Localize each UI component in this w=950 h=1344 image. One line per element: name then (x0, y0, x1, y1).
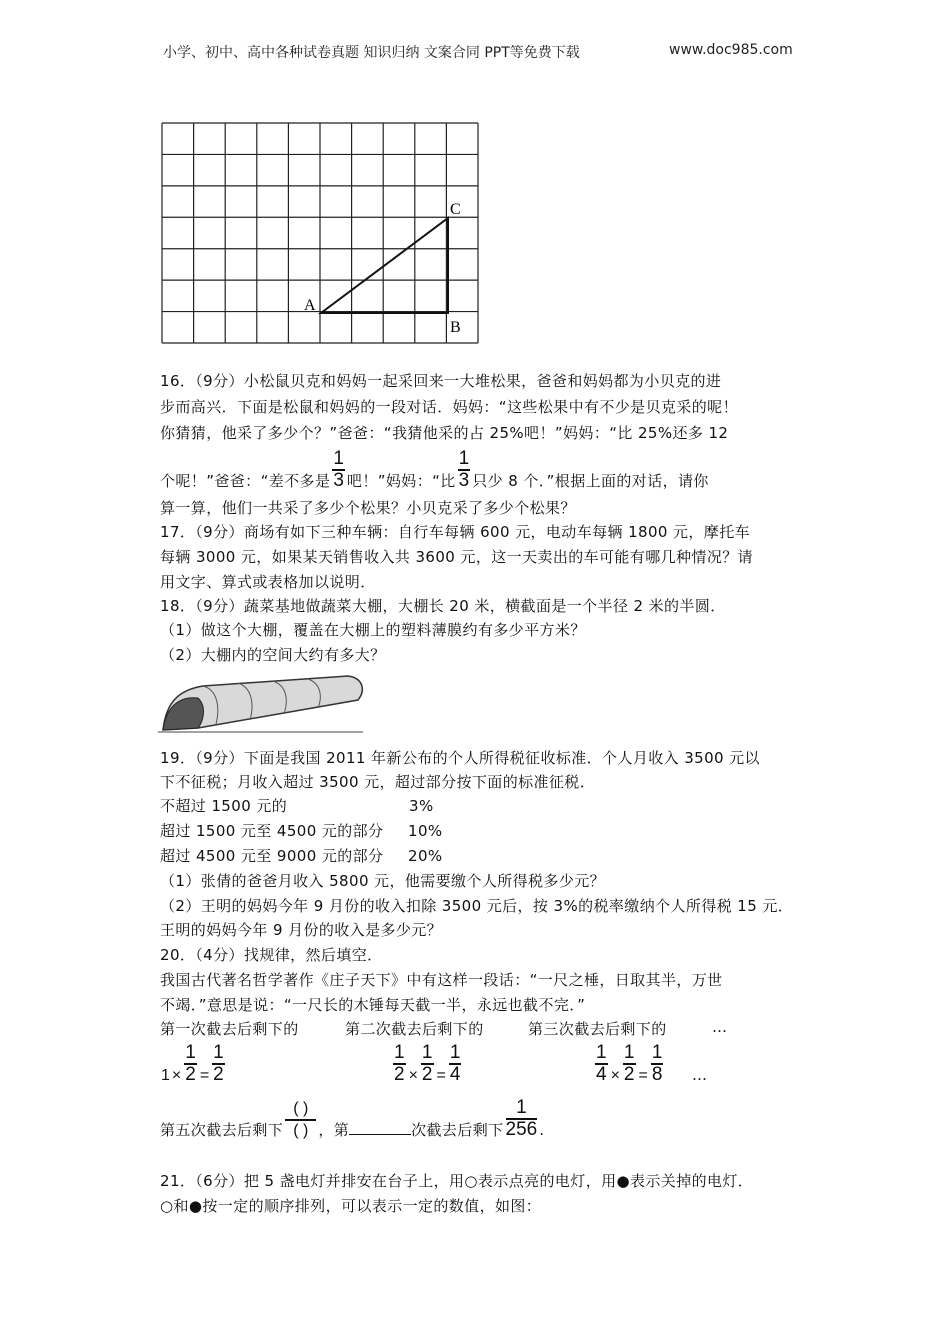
q16-text-b: 吧！”妈妈：“比 (346, 472, 456, 490)
times-sign: × (171, 1067, 182, 1084)
q20-fifth-line: 第五次截去后剩下 $\frac{( )}{( )}$ ，第 次截去后剩下 $\frac{1}{256}$ . (160, 1097, 545, 1140)
q20-line-2: 我国古代著名哲学著作《庄子天下》中有这样一段话：“一尺之棰，日取其半，万世 (160, 971, 723, 989)
header-url[interactable]: www.doc985.com (669, 42, 793, 58)
q16-line-3: 你猜猜，他采了多少个？”爸爸：“我猜他采的占 25%吧！”妈妈：“比 25%还多 12 (160, 424, 729, 442)
q20-line-3: 不竭．”意思是说：“一尺长的木锤每天截一半，永远也截不完．” (160, 996, 586, 1014)
fraction-half: $\frac{1}{2}$ (185, 1042, 196, 1085)
answer-blank[interactable] (349, 1120, 411, 1135)
equals-sign: = (638, 1067, 648, 1084)
label-c: C (450, 201, 461, 218)
triangle-abc (321, 218, 448, 313)
step-2-equation (391, 1043, 463, 1085)
step-3-equation (593, 1043, 665, 1085)
ellipsis: … (712, 1018, 728, 1036)
tax-row-1: 不超过 1500 元的 (160, 797, 288, 815)
fraction-half: $\frac{1}{2}$ (394, 1042, 405, 1085)
equals-sign: = (436, 1067, 446, 1084)
times-sign: × (408, 1067, 418, 1084)
q20-line-1: 20．（4分）找规律，然后填空． (160, 946, 383, 964)
q17-line-2: 每辆 3000 元，如果某天销售收入共 3600 元，这一天卖出的车可能有哪几种情况？请 (160, 548, 754, 566)
step-3-label: 第三次截去后剩下的 (528, 1020, 667, 1038)
q16-line-4 (160, 449, 709, 491)
q17-line-1: 17．（9分）商场有如下三种车辆：自行车每辆 600 元，电动车每辆 1800 元，摩托车 (160, 523, 751, 541)
fraction-one-third: $\frac{1}{3}$ (333, 448, 344, 491)
greenhouse-image (158, 668, 368, 736)
tax-row-2: 超过 1500 元至 4500 元的部分 (160, 822, 384, 840)
q19-line-2: 下不征税；月收入超过 3500 元，超过部分按下面的标准征税． (160, 773, 596, 791)
q21-line-2: ○和●按一定的顺序排列，可以表示一定的数值，如图： (160, 1197, 542, 1215)
q18-line-2: （1）做这个大棚，覆盖在大棚上的塑料薄膜约有多少平方米？ (160, 621, 586, 639)
q19-line-1: 19．（9分）下面是我国 2011 年新公布的个人所得税征收标准．个人月收入 3500 元以 (160, 749, 760, 767)
q18-line-1: 18．（9分）蔬菜基地做蔬菜大棚，大棚长 20 米，横截面是一个半径 2 米的半圆． (160, 597, 726, 615)
fraction-1-256: $\frac{1}{256}$ (505, 1097, 538, 1140)
fraction-quarter: $\frac{1}{4}$ (596, 1042, 607, 1085)
tax-rate-2: 10% (408, 822, 443, 840)
q21-line-1: 21．（6分）把 5 盏电灯并排安在台子上，用○表示点亮的电灯，用●表示关掉的电灯． (160, 1172, 754, 1190)
tax-rate-3: 20% (408, 847, 443, 865)
q16-text-a: 个呢！”爸爸：“差不多是 (160, 472, 331, 490)
header-text: 小学、初中、高中各种试卷真题 知识归纳 文案合同 PPT等免费下载 (163, 45, 580, 61)
q18-line-3: （2）大棚内的空间大约有多大？ (160, 646, 386, 664)
q17-line-3: 用文字、算式或表格加以说明． (160, 573, 376, 591)
label-a: A (304, 297, 316, 314)
tax-rate-1: 3% (409, 797, 434, 815)
fraction-half: $\frac{1}{2}$ (623, 1042, 635, 1085)
label-b: B (450, 319, 461, 336)
fraction-half: $\frac{1}{2}$ (213, 1042, 224, 1085)
tax-row-3: 超过 4500 元至 9000 元的部分 (160, 847, 384, 865)
equals-sign: = (199, 1067, 210, 1084)
fraction-half: $\frac{1}{2}$ (421, 1042, 433, 1085)
q16-line-1: 16．（9分）小松鼠贝克和妈妈一起采回来一大堆松果，爸爸和妈妈都为小贝克的进 (160, 372, 722, 390)
grid-triangle-figure (0, 0, 950, 360)
q16-line-5: 算一算，他们一共采了多少个松果？小贝克采了多少个松果？ (160, 499, 576, 517)
step-1-equation (160, 1043, 227, 1085)
ellipsis: … (692, 1066, 708, 1084)
q19-sub-2: （2）王明的妈妈今年 9 月份的收入扣除 3500 元后，按 3%的税率缴纳个人所得税 15 元． (160, 897, 794, 915)
q19-sub-3: 王明的妈妈今年 9 月份的收入是多少元？ (160, 921, 443, 939)
fraction-quarter: $\frac{1}{4}$ (449, 1042, 461, 1085)
q16-line-2: 步而高兴．下面是松鼠和妈妈的一段对话．妈妈：“这些松果中有不少是贝克采的呢！ (160, 398, 738, 416)
fraction-one-third: $\frac{1}{3}$ (458, 448, 470, 491)
times-sign: × (610, 1067, 620, 1084)
fraction-eighth: $\frac{1}{8}$ (651, 1042, 663, 1085)
fraction-blank[interactable]: $\frac{( )}{( )}$ (285, 1099, 316, 1141)
step-1-label: 第一次截去后剩下的 (160, 1020, 299, 1038)
step-2-label: 第二次截去后剩下的 (345, 1020, 484, 1038)
q19-sub-1: （1）张倩的爸爸月收入 5800 元，他需要缴个人所得税多少元？ (160, 872, 606, 890)
number-one: 1 (161, 1067, 170, 1084)
q16-text-c: 只少 8 个．”根据上面的对话，请你 (472, 472, 709, 490)
